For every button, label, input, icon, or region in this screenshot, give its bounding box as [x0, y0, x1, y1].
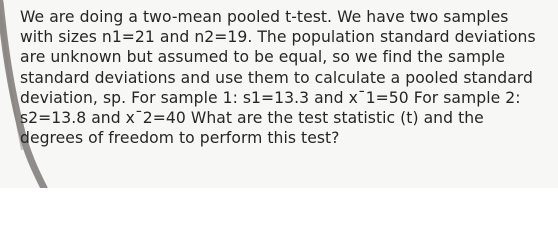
question-text: We are doing a two-mean pooled t-test. We have two samples with sizes n1=21 and n2=19. The population standard deviations are unknown but assumed to be equal, so we find the sample standard deviations and use them to calculate a pooled standard deviation, sp. For sample 1: s1=13.3 and x¯1=50 For sample 2: s2=13.8 and x¯2=40 What are the test statistic (t) and the degrees of freedom to perform this test?	[20, 8, 536, 148]
